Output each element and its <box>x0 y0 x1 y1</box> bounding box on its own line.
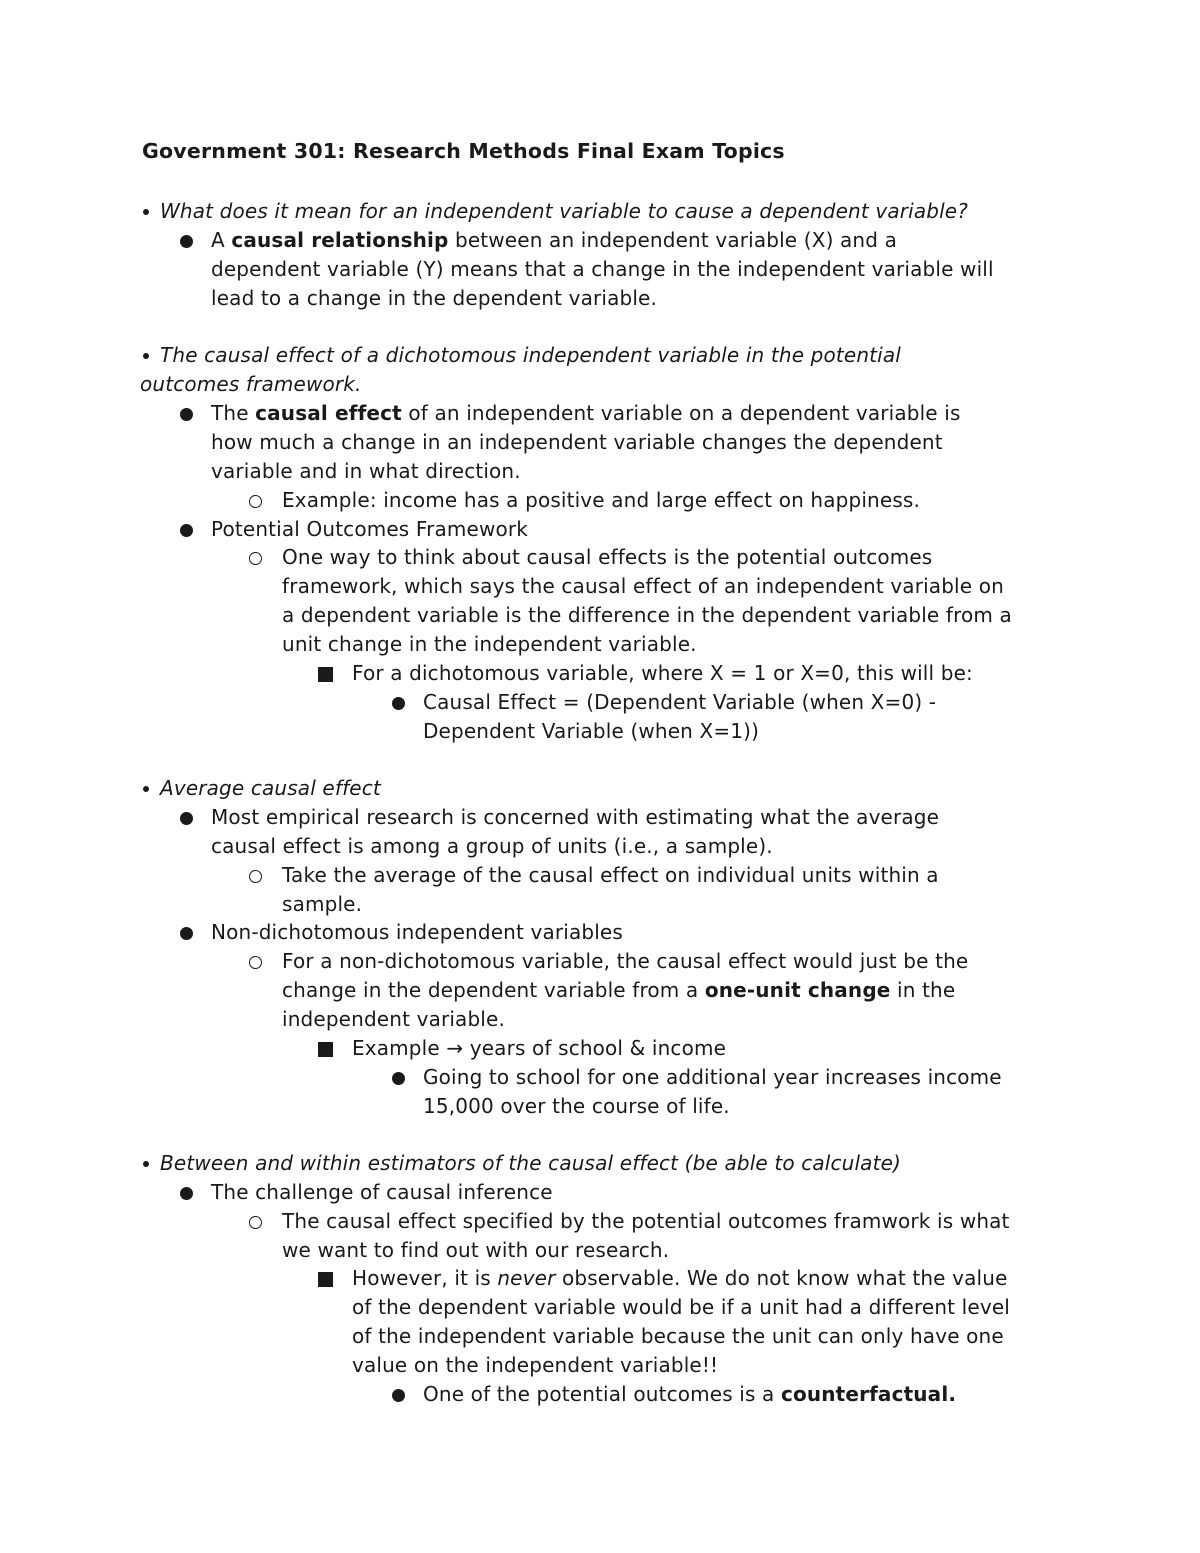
text-line <box>211 803 939 832</box>
text-run: variable and in what direction. <box>211 459 521 483</box>
small-bullet-icon <box>143 209 149 215</box>
text-run: a dependent variable is the difference in the dependent variable from a <box>282 603 1012 627</box>
text-line <box>352 659 973 688</box>
text-run: The challenge of causal inference <box>211 1180 553 1204</box>
text-run: However, it is <box>352 1266 498 1290</box>
topic-heading-line <box>160 197 968 226</box>
text-run: Example: income has a positive and large effect on happiness. <box>282 488 920 512</box>
text-run: Going to school for one additional year increases income <box>423 1065 1002 1089</box>
text-line <box>211 1178 553 1207</box>
text-run: Potential Outcomes Framework <box>211 517 528 541</box>
text-run: dependent variable (Y) means that a change in the independent variable will <box>211 257 994 281</box>
disc-bullet-icon <box>392 697 405 710</box>
text-run: 15,000 over the course of life. <box>423 1094 730 1118</box>
text-run: of an independent variable on a dependent variable is <box>401 401 961 425</box>
text-run: value on the independent variable!! <box>352 1353 719 1377</box>
text-line <box>352 1322 1004 1351</box>
text-run: Dependent Variable (when X=1)) <box>423 719 760 743</box>
text-line <box>282 1207 1010 1236</box>
text-run: Causal Effect = (Dependent Variable (when X=0) - <box>423 690 937 714</box>
text-run: in the <box>890 978 956 1002</box>
text-run: we want to find out with our research. <box>282 1238 670 1262</box>
text-run: Average causal effect <box>160 776 381 800</box>
disc-bullet-icon <box>392 1389 405 1402</box>
text-line <box>352 1034 726 1063</box>
disc-bullet-icon <box>180 524 193 537</box>
text-line <box>211 399 961 428</box>
bold-text: counterfactual. <box>780 1382 957 1406</box>
text-run: For a dichotomous variable, where X = 1 or X=0, this will be: <box>352 661 973 685</box>
disc-bullet-icon <box>180 235 193 248</box>
text-line <box>282 572 1004 601</box>
text-run: Non-dichotomous independent variables <box>211 920 623 944</box>
square-bullet-icon <box>318 1042 333 1057</box>
topic-heading-line <box>160 341 901 370</box>
topic-heading-line <box>160 774 381 803</box>
square-bullet-icon <box>318 667 333 682</box>
circle-bullet-icon <box>249 1216 262 1229</box>
text-run: of the independent variable because the unit can only have one <box>352 1324 1004 1348</box>
text-run: One of the potential outcomes is a <box>423 1382 781 1406</box>
bold-text: causal effect <box>255 401 402 425</box>
disc-bullet-icon <box>180 1187 193 1200</box>
text-line <box>211 918 623 947</box>
text-line <box>282 543 932 572</box>
text-run: independent variable. <box>282 1007 505 1031</box>
page-title: Government 301: Research Methods Final Exam Topics <box>142 139 785 163</box>
circle-bullet-icon <box>249 870 262 883</box>
text-run: of the dependent variable would be if a unit had a different level <box>352 1295 1010 1319</box>
bold-text: one-unit change <box>704 978 891 1002</box>
text-run: Most empirical research is concerned with estimating what the average <box>211 805 940 829</box>
text-line <box>282 947 968 976</box>
text-line <box>211 284 657 313</box>
circle-bullet-icon <box>249 956 262 969</box>
text-run: The <box>211 401 256 425</box>
text-line <box>211 255 994 284</box>
text-run: Example → years of school & income <box>352 1036 727 1060</box>
text-line <box>211 457 521 486</box>
small-bullet-icon <box>143 353 149 359</box>
disc-bullet-icon <box>180 408 193 421</box>
disc-bullet-icon <box>180 812 193 825</box>
text-line <box>282 1236 669 1265</box>
text-run: Take the average of the causal effect on individual units within a <box>282 863 939 887</box>
text-run: One way to think about causal effects is the potential outcomes <box>282 545 933 569</box>
text-line <box>352 1264 1008 1293</box>
text-line <box>282 630 697 659</box>
text-line <box>423 688 936 717</box>
text-line <box>282 861 939 890</box>
topic-heading-line <box>160 1149 901 1178</box>
text-line <box>423 1380 956 1409</box>
text-run: change in the dependent variable from a <box>282 978 705 1002</box>
text-run: outcomes framework. <box>140 372 362 396</box>
text-run: how much a change in an independent variable changes the dependent <box>211 430 943 454</box>
topic-heading-line <box>140 370 361 399</box>
small-bullet-icon <box>143 1161 149 1167</box>
text-run: The causal effect specified by the potential outcomes framwork is what <box>282 1209 1010 1233</box>
text-line <box>211 226 897 255</box>
text-run: framework, which says the causal effect of an independent variable on <box>282 574 1004 598</box>
italic-text: never <box>497 1266 556 1290</box>
small-bullet-icon <box>143 786 149 792</box>
text-run: A <box>211 228 232 252</box>
text-line <box>423 717 759 746</box>
text-line <box>282 601 1012 630</box>
text-line <box>282 1005 505 1034</box>
circle-bullet-icon <box>249 552 262 565</box>
disc-bullet-icon <box>180 927 193 940</box>
text-run: observable. We do not know what the value <box>555 1266 1008 1290</box>
text-line <box>282 486 920 515</box>
circle-bullet-icon <box>249 495 262 508</box>
text-line <box>352 1351 718 1380</box>
text-run: between an independent variable (X) and a <box>448 228 898 252</box>
square-bullet-icon <box>318 1272 333 1287</box>
text-line <box>282 976 955 1005</box>
text-line <box>211 428 943 457</box>
text-run: What does it mean for an independent variable to cause a dependent variable? <box>160 199 969 223</box>
disc-bullet-icon <box>392 1072 405 1085</box>
text-line <box>423 1092 730 1121</box>
text-run: For a non-dichotomous variable, the causal effect would just be the <box>282 949 969 973</box>
text-line <box>211 832 773 861</box>
text-run: causal effect is among a group of units (i.e., a sample). <box>211 834 773 858</box>
text-run: unit change in the independent variable. <box>282 632 697 656</box>
bold-text: causal relationship <box>231 228 449 252</box>
text-line <box>423 1063 1002 1092</box>
text-line <box>211 515 528 544</box>
text-line <box>352 1293 1010 1322</box>
text-run: Between and within estimators of the causal effect (be able to calculate) <box>160 1151 901 1175</box>
text-run: sample. <box>282 892 363 916</box>
text-line <box>282 890 362 919</box>
text-run: The causal effect of a dichotomous independent variable in the potential <box>160 343 901 367</box>
text-run: lead to a change in the dependent variable. <box>211 286 657 310</box>
